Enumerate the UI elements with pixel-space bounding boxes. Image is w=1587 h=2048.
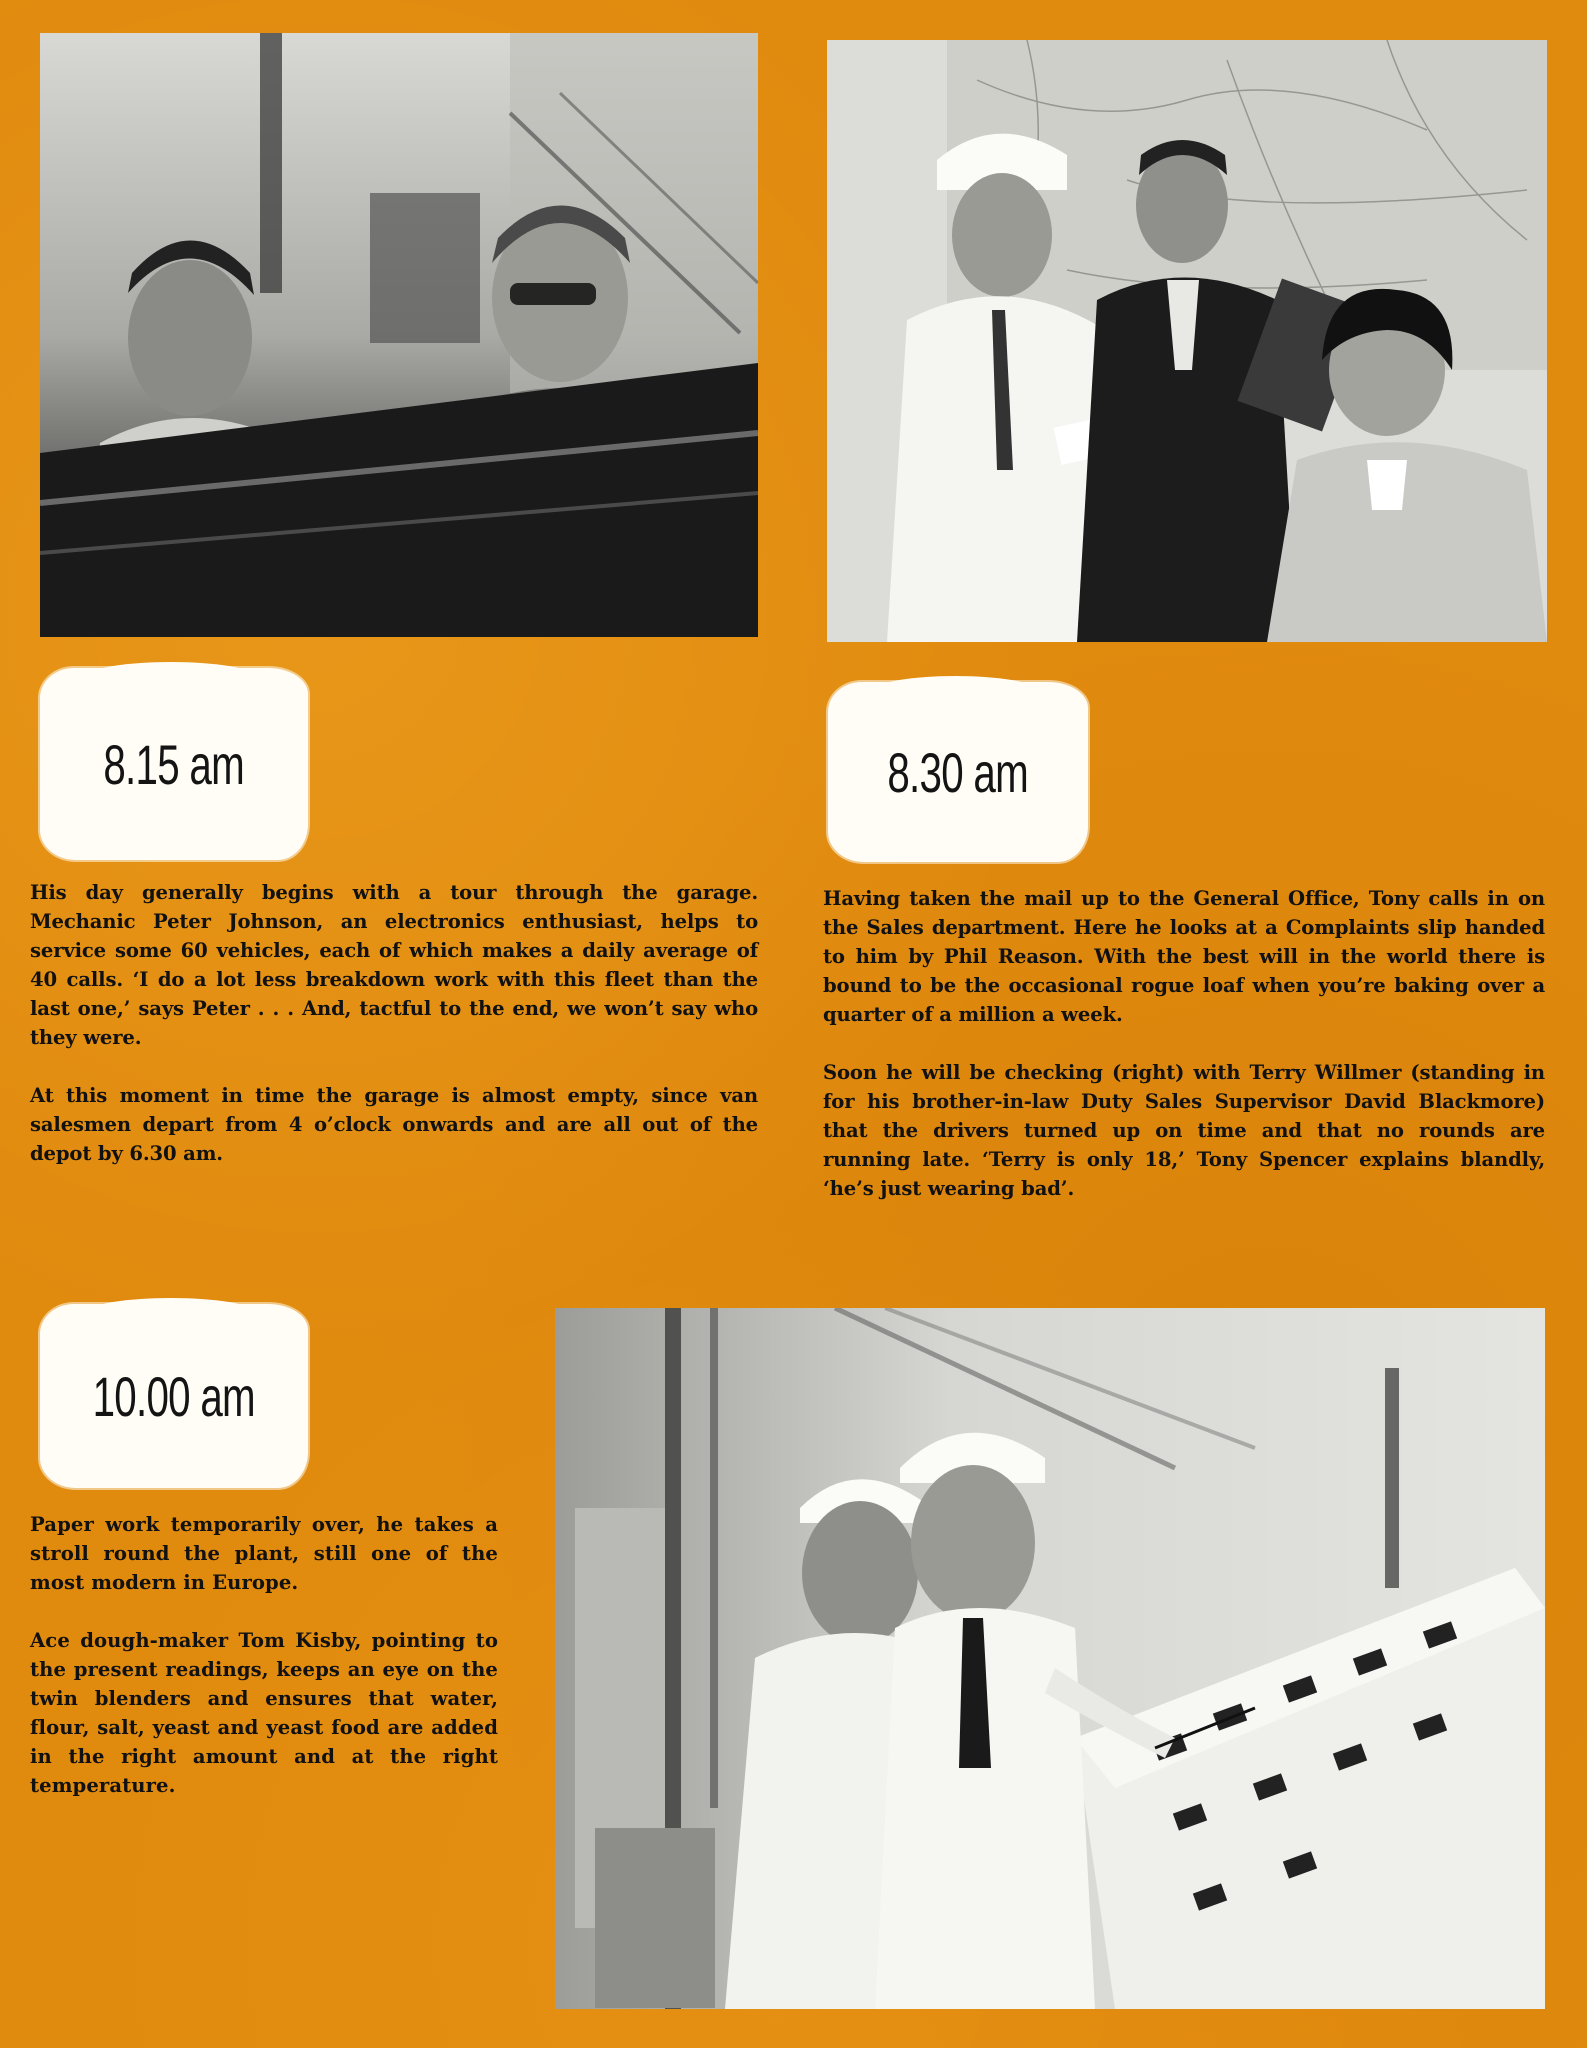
time-label: 8.15 am [103,732,245,796]
photo-sales-office-icon [827,40,1547,642]
photo-control-panel-icon [555,1308,1545,2009]
paragraph: Ace dough-maker Tom Kisby, pointing to the present readings, keeps an eye on the twin blenders and ensures that water, flour, salt, yeast and yeast food are added in the right amount and at the right temperature. [30,1629,498,1797]
paragraph: Soon he will be checking (right) with Terry Willmer (standing in for his brother-in-law Duty Sales Supervisor David Blackmore) that the drivers turned up on time and that no rounds are running late. ‘Terry is only 18,’ Tony Spencer explains blandly, ‘he’s just wearing bad’. [823,1061,1545,1200]
paragraph: His day generally begins with a tour through the garage. Mechanic Peter Johnson, an electronics enthusiast, helps to service some 60 vehicles, each of which makes a daily average of 40 calls. ‘I do a lot less breakdown work with this fleet than the last one,’ says Peter . . . And, tactful to the end, we won’t say who they were. [30,881,758,1049]
time-label: 10.00 am [92,1364,256,1428]
photo-garage-mechanics-icon [40,33,758,637]
time-badge-1000 [40,1304,308,1488]
article-text-1000 [30,1510,498,1800]
time-badge-830 [828,682,1088,862]
article-text-815 [30,878,758,1168]
time-badge-815 [40,668,308,860]
photo-control-panel [555,1308,1545,2009]
paragraph: Paper work temporarily over, he takes a stroll round the plant, still one of the most modern in Europe. [30,1513,498,1594]
photo-garage [40,33,758,637]
paragraph: At this moment in time the garage is almost empty, since van salesmen depart from 4 o’clock onwards and are all out of the depot by 6.30 am. [30,1084,758,1165]
article-text-830 [823,884,1545,1203]
photo-sales-office [827,40,1547,642]
time-label: 8.30 am [887,740,1029,804]
paragraph: Having taken the mail up to the General Office, Tony calls in on the Sales department. Here he looks at a Complaints slip handed to him by Phil Reason. With the best will in the world there is bound to be the occasional rogue loaf when you’re baking over a quarter of a million a week. [823,887,1545,1026]
